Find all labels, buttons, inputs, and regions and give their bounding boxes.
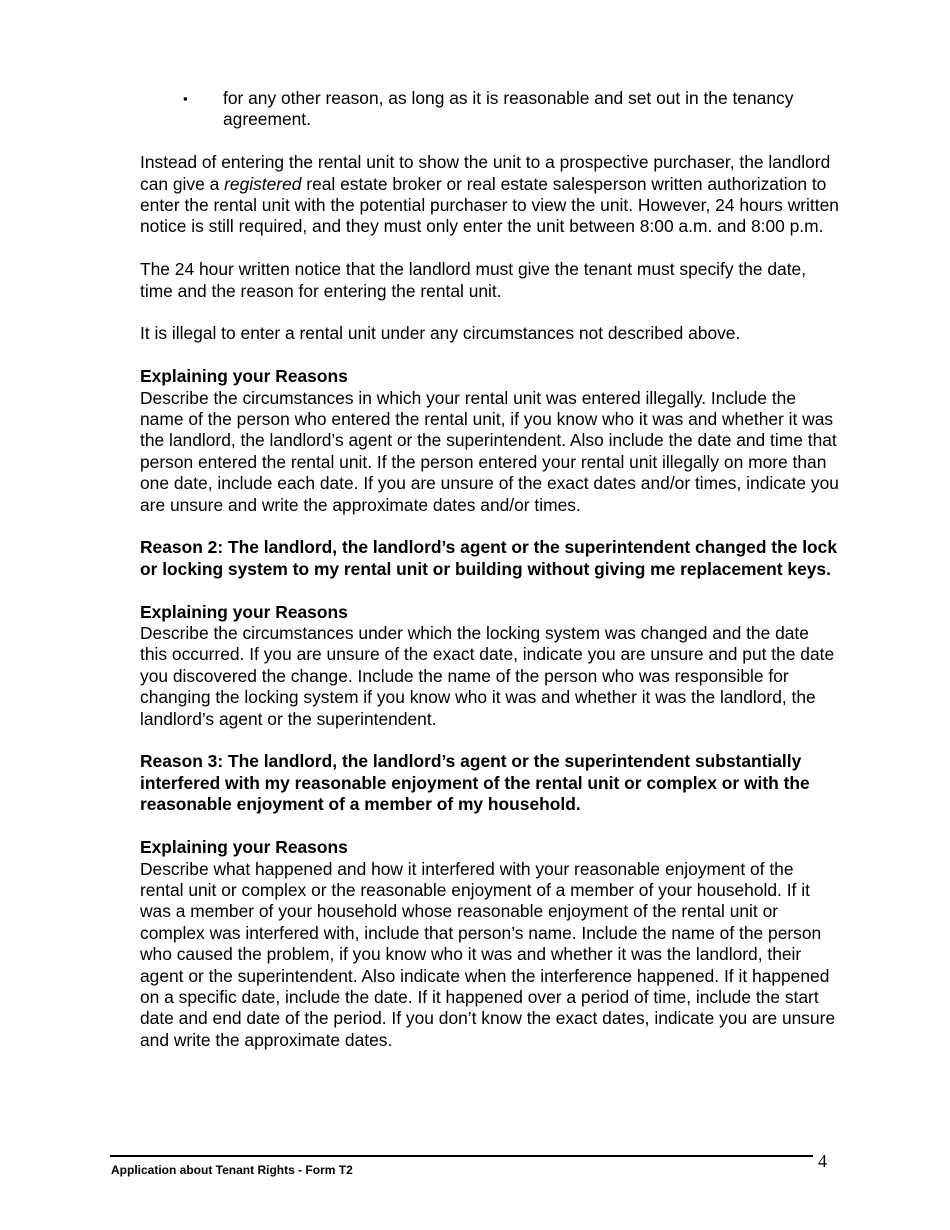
paragraph-broker-part2: real estate broker or real estate salesperson written authorization to enter the rental unit with the potential purchaser to view the unit. However, 24 hours written notice is still required, and they must only enter the unit between 8:00 a.m. and 8:00 p.m. bbox=[140, 173, 839, 237]
bullet-text: for any other reason, as long as it is reasonable and set out in the tenancy agreement. bbox=[223, 88, 794, 130]
paragraph-broker-italic: registered bbox=[224, 173, 302, 194]
bullet-item bbox=[140, 88, 840, 131]
document-body bbox=[140, 88, 840, 1051]
reason-3-title: Reason 3: The landlord, the landlord’s agent or the superintendent substantially interfered with my reasonable enjoyment of the rental unit or complex or with the reasonable enjoyment of a member of my household. bbox=[140, 751, 810, 815]
section-heading: Explaining your Reasons bbox=[140, 366, 348, 387]
reason-2-heading: Explaining your Reasons bbox=[140, 601, 348, 622]
paragraph-broker-part1: Instead of entering the rental unit to show the unit to a prospective purchaser, the landlord can give a bbox=[140, 152, 831, 194]
page-number: 4 bbox=[818, 1151, 827, 1171]
paragraph-broker bbox=[140, 152, 840, 238]
section-body: Describe the circumstances in which your rental unit was entered illegally. Include the name of the person who entered the rental unit, if you know who it was and whether it was the landlord, the landlord’s agent or the superintendent. Also include the date and time that person entered the rental unit. If the person entered your rental unit illegally on more than one date, include each date. If you are unsure of the exact dates and/or times, indicate you are unsure and write the approximate dates and/or times. bbox=[140, 387, 839, 515]
reason-2-body: Describe the circumstances under which the locking system was changed and the date this occurred. If you are unsure of the exact date, indicate you are unsure and put the date you discovered the change. Include the name of the person who was responsible for changing the locking system if you know who it was and whether it was the landlord, the landlord’s agent or the superintendent. bbox=[140, 623, 835, 729]
bullet-marker: ▪ bbox=[183, 91, 188, 106]
reason-2-title: Reason 2: The landlord, the landlord’s agent or the superintendent changed the lock or locking system to my rental unit or building without giving me replacement keys. bbox=[140, 537, 838, 579]
paragraph-illegal: It is illegal to enter a rental unit under any circumstances not described above. bbox=[140, 323, 741, 344]
footer-divider bbox=[110, 1155, 813, 1157]
reason-3-body: Describe what happened and how it interfered with your reasonable enjoyment of the rental unit or complex or the reasonable enjoyment of a member of your household. If it was a member of your household whose reasonable enjoyment of the rental unit or complex was interfered with, include that person’s name. Include the name of the person who caused the problem, if you know who it was and whether it was the landlord, their agent or the superintendent. Also indicate when the interference happened. If it happened on a specific date, include the date. If it happened over a period of time, include the start date and end date of the period. If you don’t know the exact dates, indicate you are unsure and write the approximate dates. bbox=[140, 858, 836, 1050]
paragraph-notice: The 24 hour written notice that the landlord must give the tenant must specify the date, time and the reason for entering the rental unit. bbox=[140, 259, 807, 301]
reason-3-heading: Explaining your Reasons bbox=[140, 837, 348, 858]
footer-title: Application about Tenant Rights - Form T2 bbox=[111, 1163, 353, 1177]
